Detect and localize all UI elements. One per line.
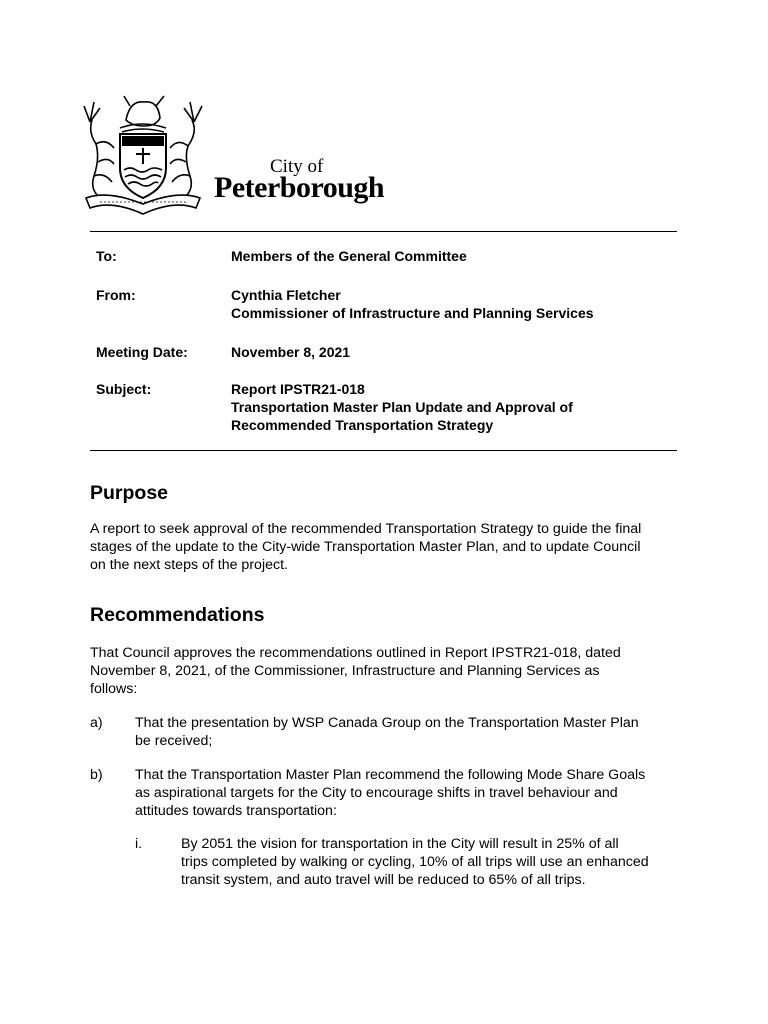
- header-top-divider: [90, 231, 677, 232]
- paragraph-line: November 8, 2021, of the Commissioner, Infrastructure and Planning Services as: [90, 663, 600, 679]
- subject-value: [231, 380, 573, 434]
- item-line: trips completed by walking or cycling, 10% of all trips will use an enhanced: [181, 854, 649, 870]
- from-label: From:: [96, 287, 136, 303]
- paragraph-line: follows:: [90, 681, 138, 697]
- logo-city-of: City of: [270, 156, 324, 177]
- item-line: be received;: [135, 733, 213, 749]
- recommendations-heading: Recommendations: [90, 604, 265, 626]
- to-label: To:: [96, 248, 117, 264]
- coat-of-arms-icon: [78, 92, 208, 218]
- item-marker: b): [90, 767, 103, 783]
- logo-city-name: Peterborough: [214, 171, 385, 204]
- from-name: Cynthia Fletcher: [231, 287, 341, 303]
- meeting-date-label: Meeting Date:: [96, 344, 188, 360]
- to-value: Members of the General Committee: [231, 248, 467, 264]
- item-text: [135, 714, 639, 750]
- subject-line: Recommended Transportation Strategy: [231, 417, 494, 433]
- item-line: transit system, and auto travel will be reduced to 65% of all trips.: [181, 872, 586, 888]
- subject-label: Subject:: [96, 381, 152, 397]
- paragraph-line: That Council approves the recommendations outlined in Report IPSTR21-018, dated: [90, 645, 621, 661]
- item-line: attitudes towards transportation:: [135, 803, 337, 819]
- paragraph-line: stages of the update to the City-wide Transportation Master Plan, and to update Council: [90, 539, 641, 555]
- meeting-date-value: November 8, 2021: [231, 344, 351, 360]
- subject-line: Transportation Master Plan Update and Approval of: [231, 399, 573, 415]
- city-logo: [78, 92, 385, 218]
- purpose-paragraph: [90, 520, 690, 574]
- recommendations-intro: [90, 644, 690, 698]
- header-bottom-divider: [90, 450, 677, 451]
- subject-line: Report IPSTR21-018: [231, 381, 365, 397]
- item-marker: a): [90, 715, 103, 731]
- item-text: [181, 835, 649, 889]
- item-text: [135, 766, 645, 820]
- purpose-heading: Purpose: [90, 482, 169, 504]
- from-value: [231, 286, 594, 322]
- item-marker: i.: [135, 836, 143, 852]
- item-line: By 2051 the vision for transportation in the City will result in 25% of all: [181, 836, 619, 852]
- paragraph-line: on the next steps of the project.: [90, 557, 288, 573]
- item-line: That the presentation by WSP Canada Group on the Transportation Master Plan: [135, 715, 639, 731]
- paragraph-line: A report to seek approval of the recommended Transportation Strategy to guide the final: [90, 521, 642, 537]
- from-title: Commissioner of Infrastructure and Planning Services: [231, 305, 594, 321]
- item-line: That the Transportation Master Plan recommend the following Mode Share Goals: [135, 767, 646, 783]
- item-line: as aspirational targets for the City to encourage shifts in travel behaviour and: [135, 785, 618, 801]
